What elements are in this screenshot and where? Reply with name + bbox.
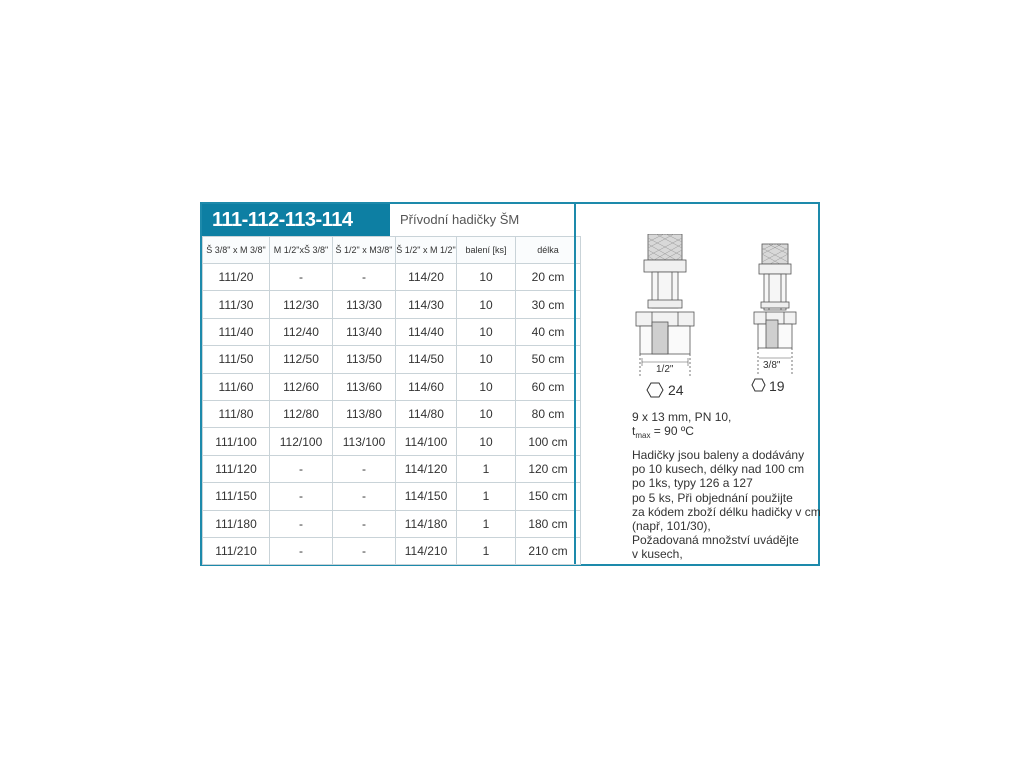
table-cell: 111/20	[203, 264, 270, 291]
table-cell: 10	[457, 318, 516, 345]
col-header: balení [ks]	[457, 237, 516, 264]
table-cell: 113/80	[333, 400, 396, 427]
table-cell: 1	[457, 510, 516, 537]
table-header-row	[203, 237, 581, 264]
table-cell: 113/60	[333, 373, 396, 400]
table-cell: 111/210	[203, 537, 270, 564]
table-cell: 111/150	[203, 483, 270, 510]
table-cell: 112/40	[270, 318, 333, 345]
col-header: M 1/2"xŠ 3/8"	[270, 237, 333, 264]
thread-label-large: 1/2"	[656, 364, 674, 375]
table-cell: 120 cm	[516, 455, 581, 482]
table-cell: 100 cm	[516, 428, 581, 455]
wrench-size-small: 19	[769, 378, 785, 394]
table-cell: 111/60	[203, 373, 270, 400]
table-cell: 1	[457, 483, 516, 510]
note-line: po 10 kusech, délky nad 100 cm	[632, 462, 805, 477]
product-title: Přívodní hadičky ŠM	[400, 212, 520, 227]
note-line: po 1ks, typy 126 a 127	[632, 476, 753, 491]
table-cell: 112/60	[270, 373, 333, 400]
note-line: (např, 101/30),	[632, 519, 711, 534]
table-cell: 114/50	[396, 346, 457, 373]
col-header: Š 1/2" x M 1/2"	[396, 237, 457, 264]
table-cell: 80 cm	[516, 400, 581, 427]
table-cell: 112/50	[270, 346, 333, 373]
fitting-drawing	[616, 234, 806, 404]
table-row	[203, 318, 581, 345]
table-cell: -	[333, 510, 396, 537]
wrench-size-large: 24	[668, 382, 684, 398]
table-cell: 114/100	[396, 428, 457, 455]
table-cell: -	[270, 537, 333, 564]
table-cell: 111/180	[203, 510, 270, 537]
table-row	[203, 455, 581, 482]
packaging-note	[632, 448, 832, 562]
table-cell: 10	[457, 346, 516, 373]
spec-dimensions: 9 x 13 mm, PN 10,	[632, 410, 732, 424]
col-header: Š 3/8" x M 3/8"	[203, 237, 270, 264]
col-header: délka	[516, 237, 581, 264]
table-row	[203, 483, 581, 510]
table-cell: 113/40	[333, 318, 396, 345]
table-cell: 114/60	[396, 373, 457, 400]
table-cell: 180 cm	[516, 510, 581, 537]
note-line: po 5 ks, Při objednání použijte	[632, 490, 793, 505]
table-cell: 114/150	[396, 483, 457, 510]
table-row	[203, 291, 581, 318]
table-cell: 40 cm	[516, 318, 581, 345]
table-cell: 60 cm	[516, 373, 581, 400]
note-line: za kódem zboží délku hadičky v cm	[632, 504, 821, 519]
table-cell: 114/40	[396, 318, 457, 345]
spec-temperature: $t_{max} = 90$ ºC	[632, 424, 694, 440]
table-cell: 113/30	[333, 291, 396, 318]
table-row	[203, 346, 581, 373]
table-cell: 1	[457, 455, 516, 482]
table-row	[203, 400, 581, 427]
table-cell: 150 cm	[516, 483, 581, 510]
table-cell: -	[270, 264, 333, 291]
table-cell: 10	[457, 291, 516, 318]
note-line: Požadovaná množství uvádějte	[632, 533, 799, 548]
table-cell: 114/120	[396, 455, 457, 482]
tech-specs	[632, 410, 731, 440]
table-cell: -	[270, 483, 333, 510]
table-cell: 10	[457, 400, 516, 427]
table-cell: 113/100	[333, 428, 396, 455]
thread-label-small: 3/8"	[763, 360, 781, 371]
table-cell: -	[270, 455, 333, 482]
table-cell: 10	[457, 373, 516, 400]
table-cell: 112/100	[270, 428, 333, 455]
table-cell: 112/80	[270, 400, 333, 427]
col-header: Š 1/2" x M3/8"	[333, 237, 396, 264]
table-cell: 111/100	[203, 428, 270, 455]
table-cell: 1	[457, 537, 516, 564]
table-cell: 114/20	[396, 264, 457, 291]
table-cell: 114/180	[396, 510, 457, 537]
table-cell: 111/30	[203, 291, 270, 318]
table-cell: 113/50	[333, 346, 396, 373]
table-cell: -	[333, 483, 396, 510]
table-cell: 20 cm	[516, 264, 581, 291]
table-cell: 111/50	[203, 346, 270, 373]
table-row	[203, 264, 581, 291]
table-row	[203, 373, 581, 400]
product-card	[200, 202, 820, 566]
table-cell: 111/80	[203, 400, 270, 427]
table-cell: 10	[457, 428, 516, 455]
table-cell: 10	[457, 264, 516, 291]
table-cell: -	[333, 455, 396, 482]
note-line: Hadičky jsou baleny a dodávány	[632, 448, 805, 462]
table-cell: 114/210	[396, 537, 457, 564]
table-cell: 111/40	[203, 318, 270, 345]
table-row	[203, 510, 581, 537]
info-panel	[576, 204, 821, 564]
table-cell: 112/30	[270, 291, 333, 318]
table-cell: 210 cm	[516, 537, 581, 564]
table-row	[203, 428, 581, 455]
product-codes-band: 111-112-113-114	[202, 204, 390, 236]
variant-table	[202, 236, 581, 565]
table-cell: -	[333, 537, 396, 564]
table-cell: -	[270, 510, 333, 537]
table-cell: 30 cm	[516, 291, 581, 318]
table-cell: 114/30	[396, 291, 457, 318]
note-line: v kusech,	[632, 547, 683, 562]
table-cell: 111/120	[203, 455, 270, 482]
table-cell: 114/80	[396, 400, 457, 427]
table-cell: 50 cm	[516, 346, 581, 373]
table-cell: -	[333, 264, 396, 291]
table-row	[203, 537, 581, 564]
